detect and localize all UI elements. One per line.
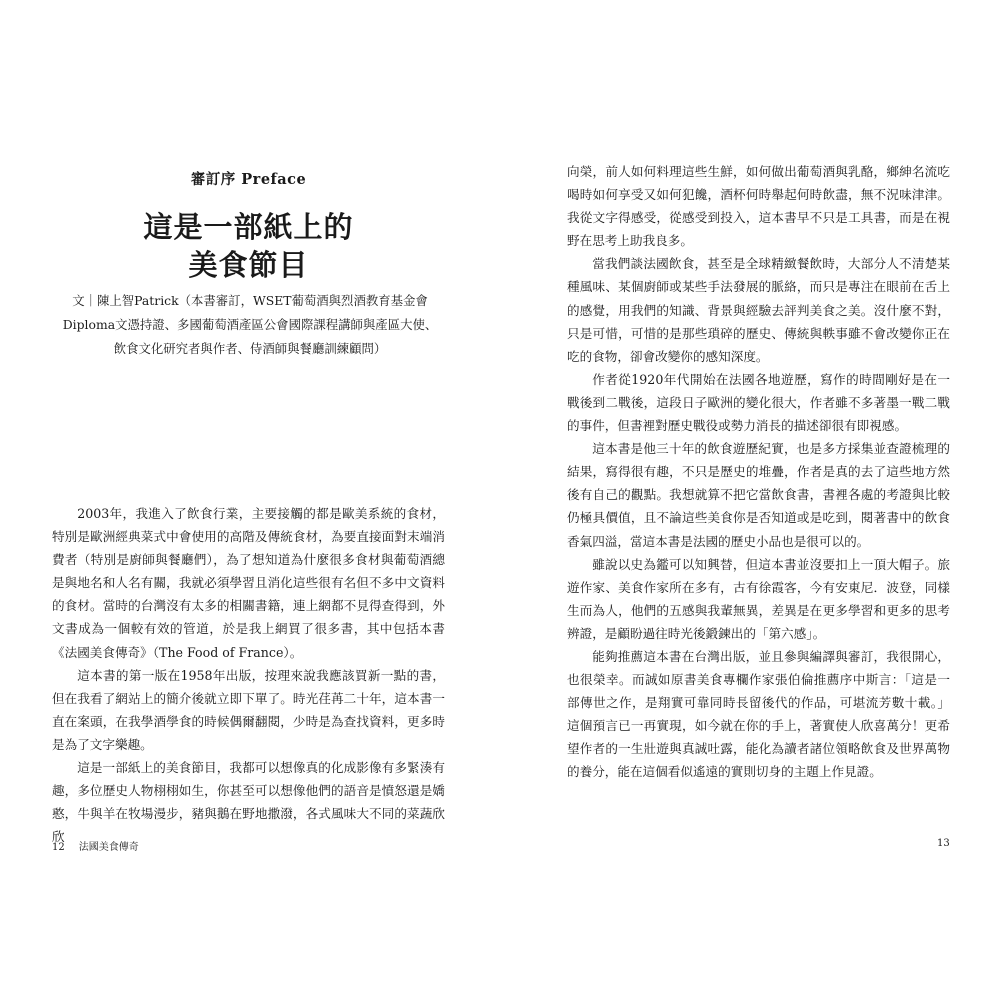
title-line: 美食節目	[188, 248, 309, 282]
paragraph: 這是一部紙上的美食節目，我都可以想像真的化成影像有多緊湊有趣，多位歷史人物栩栩如生，你甚至可以想像他們的語音是憤怒還是嬌憨，牛與羊在牧場漫步，豬與鵝在野地撒潑，各式風味大不同的菜蔬欣欣	[52, 760, 445, 845]
paragraph: 作者從1920年代開始在法國各地遊歷，寫作的時間剛好是在一戰後到二戰後，這段日子歐洲的變化很大，作者雖不多著墨一戰二戰的事件，但書裡對歷史戰役或勢力消長的描述卻很有即視感。	[567, 371, 950, 434]
credit-line: 飲食文化研究者與作者、侍酒師與餐廳訓練顧問）	[113, 341, 387, 356]
page-number: 13	[937, 838, 950, 849]
credit-line: 文｜陳上智Patrick（本書審訂，WSET葡萄酒與烈酒教育基金會	[72, 293, 428, 308]
paragraph: 向榮，前人如何料理這些生鮮，如何做出葡萄酒與乳酪，鄉紳名流吃喝時如何享受又如何犯饞，酒杯何時舉起何時飲盡，無不況味津津。我從文字得感受，從感受到投入，這本書早不只是工具書，而是在視野在思考上助我良多。	[567, 164, 950, 249]
author-credit	[60, 289, 440, 361]
running-head: 法國美食傳奇	[78, 842, 139, 853]
left-footer	[52, 838, 139, 853]
paragraph: 能夠推薦這本書在台灣出版，並且參與編譯與審訂，我很開心，也很榮幸。而誠如原書美食專欄作家張伯倫推薦序中斯言：「這是一部傳世之作，是翔實可靠同時長留後代的作品，可堪流芳數十載。」這個預言已一再實現，如今就在你的手上，著實使人欣喜萬分！更希望作者的一生壯遊與真誠吐露，能化為讀者諸位領略飲食及世界萬物的養分，能在這個看似遙遠的實則切身的主題上作見證。	[567, 648, 950, 780]
page-number: 12	[52, 842, 65, 853]
preface-label: 審訂序 Preface	[190, 171, 307, 188]
paragraph: 雖說以史為鑑可以知興替，但這本書並沒要扣上一頂大帽子。旅遊作家、美食作家所在多有，古有徐霞客，今有安東尼．波登，同樣生而為人，他們的五感與我輩無異，差異是在更多學習和更多的思考辨證，是顧盼過往時光後鍛鍊出的「第六感」。	[567, 556, 950, 641]
paragraph: 當我們談法國飲食，甚至是全球精緻餐飲時，大部分人不清楚某種風味、某個廚師或某些手法發展的脈絡，而只是專注在眼前在舌上的感覺，用我們的知識、背景與經驗去評判美食之美。沒什麼不對，只是可惜，可惜的是那些瑣碎的歷史、傳統與軼事雖不會改變你正在吃的食物，卻會改變你的感知深度。	[567, 256, 950, 364]
page-title	[52, 208, 445, 284]
paragraph: 這本書是他三十年的飲食遊歷紀實，也是多方採集並查證梳理的結果，寫得很有趣，不只是歷史的堆疊，作者是真的去了這些地方然後有自己的觀點。我想就算不把它當飲食書，書裡各處的考證與比較仍極具價值，且不論這些美食你是否知道或是吃到，閱著書中的飲食香氣四溢，當這本書是法國的歷史小品也是很可以的。	[567, 441, 950, 549]
title-line: 這是一部紙上的	[143, 210, 354, 244]
right-footer	[937, 838, 950, 849]
paragraph: 2003年，我進入了飲食行業，主要接觸的都是歐美系統的食材，特別是歐洲經典菜式中會使用的高階及傳統食材，為要直接面對末端消費者（特別是廚師與餐廳們），為了想知道為什麼很多食材與葡萄酒總是與地名和人名有關，我就必須學習且消化這些很有名但不多中文資料的食材。當時的台灣沒有太多的相關書籍，連上網都不見得查得到，外文書成為一個較有效的管道，於是我上網買了很多書，其中包括本書《法國美食傳奇》（The Food of France）。	[52, 506, 445, 660]
right-body-text	[567, 160, 950, 784]
credit-line: Diploma文憑持證、多國葡萄酒產區公會國際課程講師與產區大使、	[62, 317, 438, 332]
paragraph: 這本書的第一版在1958年出版，按理來說我應該買新一點的書，但在我看了網站上的簡介後就立即下單了。時光荏苒二十年，這本書一直在案頭，在我學酒學食的時候偶爾翻閱，少時是為查找資料，更多時是為了文字樂趣。	[52, 667, 445, 752]
left-body-text	[52, 502, 445, 848]
